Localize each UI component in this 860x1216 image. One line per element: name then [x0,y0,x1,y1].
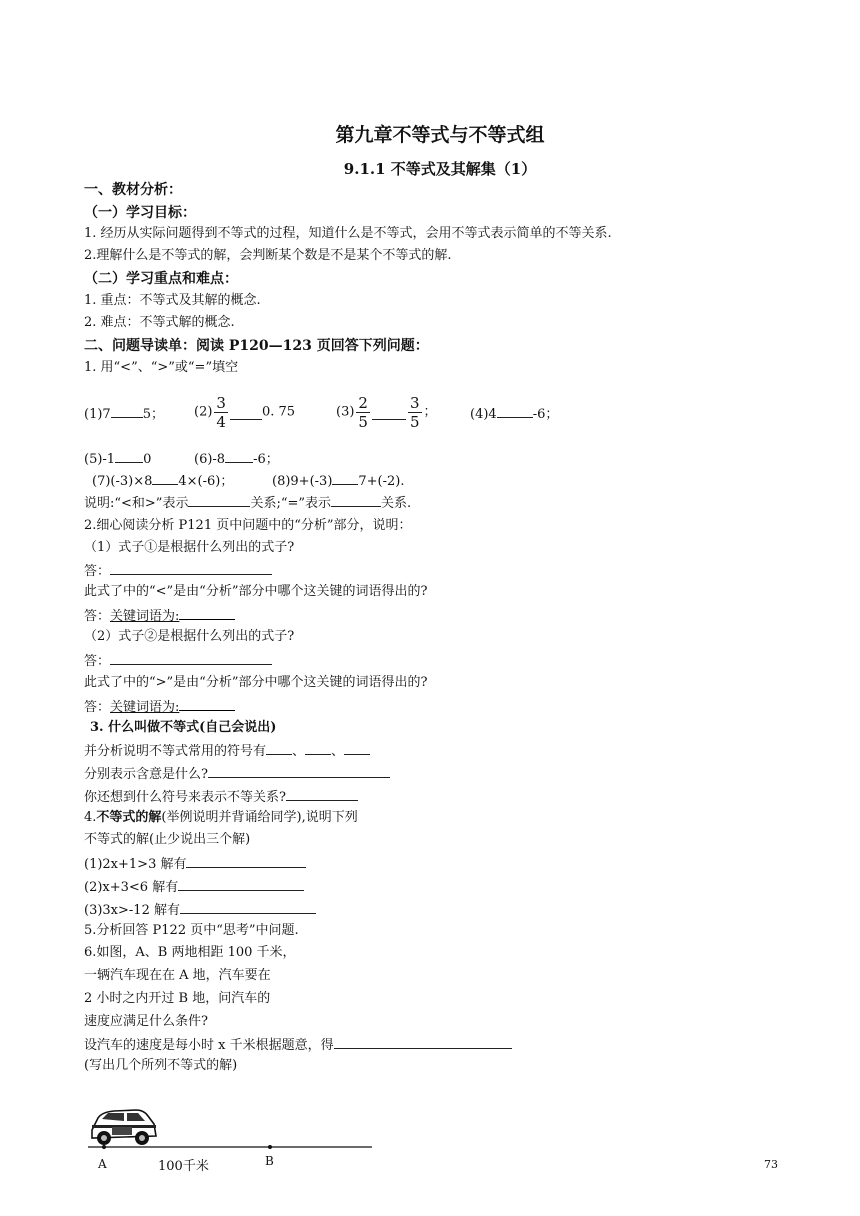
fill-item-1: (1)7 5； [84,404,164,424]
car-icon [92,1110,156,1145]
heading-key-points: （二）学习重点和难点： [84,271,238,287]
question-4-item-3: (3)3x>-12 解有 [84,900,316,920]
question-1: 1. 用“<”、“>”或“=”填空 [84,360,239,375]
keyword-answer-1: 答：关键词语为: [84,606,235,626]
goal-2: 2.理解什么是不等式的解，会判断某个数是不是某个不等式的解. [84,248,452,263]
question-3: 3. 什么叫做不等式(自己会说出) [90,720,277,735]
question-2-part-1-keyword: 此式了中的“<”是由“分析”部分中哪个这关键的词语得出的? [84,584,428,599]
answer-blank[interactable] [286,787,358,801]
answer-blank[interactable] [179,606,235,620]
page-number: 73 [764,1158,778,1171]
goal-1: 1. 经历从实际问题得到不等式的过程，知道什么是不等式，会用不等式表示简单的不等关系. [84,226,612,241]
answer-line-2: 答： [84,651,272,671]
answer-blank[interactable] [186,854,306,868]
fill-item-5: (5)-1 0 [84,449,151,469]
answer-blank[interactable] [115,449,143,463]
answer-blank[interactable] [344,741,370,755]
question-6-line-3: 2 小时之内开过 B 地，问汽车的 [84,991,271,1006]
fill-item-3: (3) $\frac{2}{5}$ $\frac{3}{5}$ ； [336,394,437,431]
heading-question-guide: 二、问题导读单：阅读 P120—123 页回答下列问题： [84,338,429,354]
answer-blank[interactable] [152,471,178,485]
answer-blank[interactable] [225,449,253,463]
question-4-item-2: (2)x+3<6 解有 [84,877,304,897]
question-2: 2.细心阅读分析 P121 页中问题中的“分析”部分，说明： [84,518,412,533]
question-6-note: (写出几个所列不等式的解) [84,1058,238,1073]
section-subtitle: 9.1.1 不等式及其解集（1） [343,160,537,178]
key-point-2: 2. 难点：不等式解的概念. [84,315,235,330]
question-3-symbols: 并分析说明不等式常用的符号有 、 、 [84,741,370,761]
fill-item-6: (6)-8 -6； [194,449,279,469]
road-diagram-svg [84,1100,384,1180]
question-4-instruction: 不等式的解(止少说出三个解) [84,832,251,847]
answer-blank[interactable] [208,764,390,778]
answer-blank[interactable] [334,1035,512,1049]
answer-line-1: 答： [84,561,272,581]
fill-item-4: (4)4 -6； [470,404,558,424]
distance-diagram [84,1100,384,1180]
fraction-three-fifths: $\frac{3}{5}$ [409,394,420,431]
answer-blank[interactable] [178,877,304,891]
answer-blank[interactable] [331,493,381,507]
question-6-line-4: 速度应满足什么条件? [84,1014,208,1029]
fraction-three-quarters: $\frac{3}{4}$ [216,394,226,431]
fill-item-2: (2) $\frac{3}{4}$ 0. 75 [194,394,296,431]
point-a-label: A [98,1157,107,1171]
point-b-marker [268,1145,272,1149]
point-a-marker [102,1145,106,1149]
point-b-label: B [265,1154,274,1168]
question-2-part-1: （1）式子①是根据什么列出的式子? [84,540,295,555]
key-point-1: 1. 重点：不等式及其解的概念. [84,293,261,308]
explanation-line: 说明:“<和>”表示 关系;“=”表示 关系. [84,493,411,513]
fill-item-8: (8)9+(-3) 7+(-2). [272,471,405,491]
answer-blank[interactable] [188,493,250,507]
question-6-equation: 设汽车的速度是每小时 x 千米根据题意，得 [84,1035,512,1055]
keyword-answer-2: 答：关键词语为: [84,697,235,717]
heading-textbook-analysis: 一、教材分析： [84,182,182,198]
question-2-part-2-keyword: 此式了中的“>”是由“分析”部分中哪个这关键的词语得出的? [84,675,428,690]
answer-blank[interactable] [305,741,331,755]
question-5: 5.分析回答 P122 页中“思考”中问题. [84,923,299,938]
question-3-meaning: 分别表示含意是什么? [84,764,390,784]
answer-blank[interactable] [180,900,316,914]
answer-blank[interactable] [497,404,533,418]
fill-item-7: (7)(-3)×8 4×(-6)； [92,471,233,491]
heading-learning-goals: （一）学习目标： [84,205,196,221]
answer-blank[interactable] [332,471,358,485]
answer-blank[interactable] [372,406,406,420]
answer-blank[interactable] [110,651,272,665]
question-6-line-1: 6.如图，A、B 两地相距 100 千米， [84,945,296,960]
question-4-item-1: (1)2x+1>3 解有 [84,854,306,874]
question-3-other-symbols: 你还想到什么符号来表示不等关系? [84,787,358,807]
question-4: 4.不等式的解(举例说明并背诵给同学),说明下列 [84,810,358,825]
answer-blank[interactable] [110,561,272,575]
answer-blank[interactable] [111,404,143,418]
answer-blank[interactable] [266,741,292,755]
answer-blank[interactable] [230,406,262,420]
chapter-title: 第九章不等式与不等式组 [335,124,545,146]
distance-label: 100千米 [158,1159,209,1174]
fraction-two-fifths: $\frac{2}{5}$ [358,394,368,431]
answer-blank[interactable] [179,697,235,711]
question-2-part-2: （2）式子②是根据什么列出的式子? [84,629,295,644]
question-6-line-2: 一辆汽车现在在 A 地，汽车要在 [84,968,271,983]
